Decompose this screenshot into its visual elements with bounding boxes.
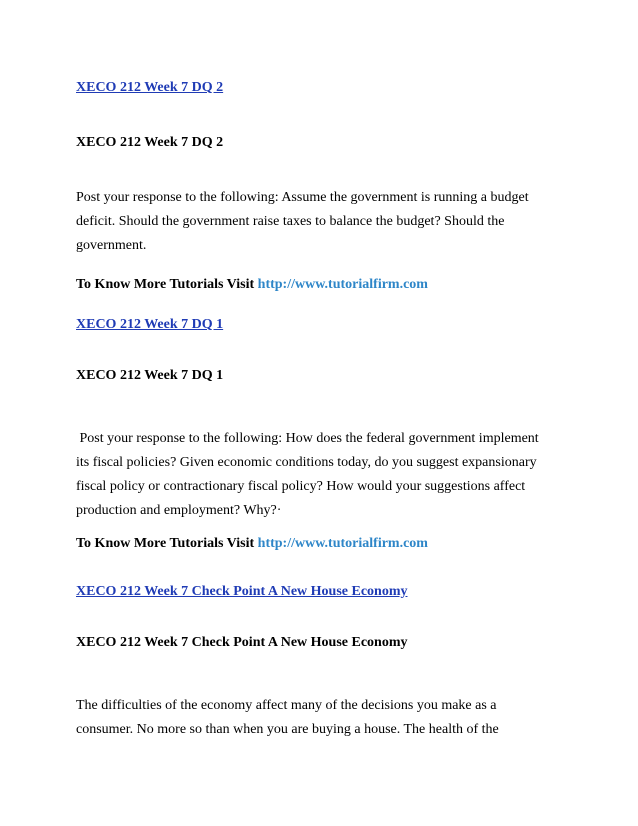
visit-url-link[interactable]: http://www.tutorialfirm.com (257, 277, 428, 292)
body-line: fiscal policy or contractionary fiscal policy? How would your suggestions affect (76, 479, 526, 494)
section-1-heading: XECO 212 Week 7 DQ 2 (76, 135, 224, 150)
section-2-visit-line (76, 532, 566, 556)
body-line: deficit. Should the government raise taxes to balance the budget? Should the (76, 214, 505, 229)
body-line: government. (76, 238, 147, 253)
section-3-heading: XECO 212 Week 7 Check Point A New House Economy (76, 635, 408, 650)
section-2-body (76, 427, 566, 523)
body-line: its fiscal policies? Given economic conditions today, do you suggest expansionary (76, 455, 537, 470)
section-2-title-link[interactable]: XECO 212 Week 7 DQ 1 (76, 317, 224, 332)
body-line: production and employment? Why?· (76, 503, 282, 518)
section-3-body (76, 694, 566, 742)
body-line: The difficulties of the economy affect many of the decisions you make as a (76, 698, 497, 713)
visit-url-link[interactable]: http://www.tutorialfirm.com (257, 536, 428, 551)
section-2-heading: XECO 212 Week 7 DQ 1 (76, 368, 224, 383)
body-line: consumer. No more so than when you are buying a house. The health of the (76, 722, 499, 737)
visit-prefix: To Know More Tutorials Visit (76, 536, 258, 551)
body-line: Post your response to the following: How does the federal government implement (76, 431, 539, 446)
visit-prefix: To Know More Tutorials Visit (76, 277, 258, 292)
section-1-body (76, 186, 566, 258)
section-1-visit-line (76, 273, 566, 297)
body-line: Post your response to the following: Assume the government is running a budget (76, 190, 529, 205)
section-3-title-link[interactable]: XECO 212 Week 7 Check Point A New House Economy (76, 584, 408, 599)
section-1-title-link[interactable]: XECO 212 Week 7 DQ 2 (76, 80, 224, 95)
